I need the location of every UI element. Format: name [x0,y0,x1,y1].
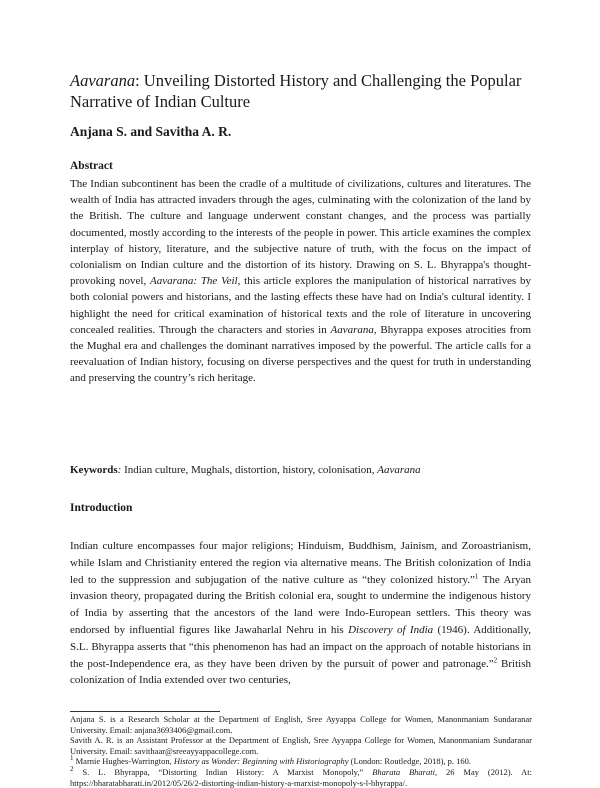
keywords-last: Aavarana [377,464,421,476]
footnote-author-2: Savith A. R. is an Assistant Professor at the Department of English, Sree Ayyappa College for Women, Manonmaniam Sundaranar University. Email: savithaar@sreeayyappacollege.com. [70,735,532,756]
footnotes [70,714,532,788]
footnote-divider [70,711,220,712]
intro-text-3: (1946). Additionally, S.L. Bhyrappa asserts that “this phenomenon has had an impact on the approach of notable historians in the post-Independence era, as they have been driven by the pursuit of power and patronage.” [70,623,531,670]
abstract-body [70,176,531,387]
abstract-aavarana: Aavarana [330,323,374,336]
footnote-1-text-a: Marnie Hughes-Warrington, [73,756,174,767]
title-italic: Aavarana [70,71,136,90]
footnote-1-number: 1 [70,754,74,763]
introduction-heading: Introduction [70,502,133,514]
abstract-text-2: , this article explores the manipulation of historical narratives by both colonial powers and historians, and the lasting effects these have had on India's cultural identity. I highlight the need for critical examination of historical texts and the role of literature in uncovering concealed realities. Through the characters and stories in [70,275,531,336]
footnote-ref-2[interactable]: 2 [493,655,498,664]
intro-book-title: Discovery of India [348,623,434,636]
footnote-author-1: Anjana S. is a Research Scholar at the Department of English, Sree Ayyappa College for Women, Manonmaniam Sundaranar University. Email: anjana3693406@gmail.com. [70,714,532,735]
keywords-colon: : [117,464,122,476]
abstract-text-3: , Bhyrappa exposes atrocities from the Mughal era and challenges the dominant narratives imposed by the powerful. The article calls for a reevaluation of Indian history, focusing on diverse perspectives and the quest for truth in understanding and preserving the country’s rich heritage. [70,323,532,385]
footnote-2-text-a: S. L. Bhyrappa, “Distorting Indian History: A Marxist Monopoly,” [73,766,373,777]
abstract-novel-title: Aavarana: The Veil [149,275,238,288]
introduction-body [70,538,531,689]
keywords [70,464,421,476]
paper-title [70,70,540,112]
authors: Anjana S. and Savitha A. R. [70,124,232,139]
footnote-2-source: Bharata Bharati [372,766,435,777]
title-rest: : Unveiling Distorted History and Challenging the Popular Narrative of Indian Culture [70,71,522,111]
keywords-list: Indian culture, Mughals, distortion, history, colonisation, [121,464,378,476]
intro-text-1: Indian culture encompasses four major religions; Hinduism, Buddhism, Jainism, and Zoroastrianism, while Islam and Christianity entered the region via alternative means. The British colonization of India led to the suppression and subjugation of the native culture as “they colonized history.” [70,540,531,586]
footnote-2 [70,767,532,788]
abstract-text-1: The Indian subcontinent has been the cradle of a multitude of civilizations, cultures and literatures. The wealth of India has attracted invaders through the ages, culminating with the colonization of the land by the British. The culture and language underwent constant changes, and the process was partially documented, mostly according to the interests of the people in power. This article examines the complex interplay of history, literature, and the subjective nature of truth, with the focus on the impact of colonialism on Indian culture and the distortion of its history. Drawing on S. L. Bhyrappa's thought-provoking novel, [70,178,531,288]
footnote-1-text-c: (London: Routledge, 2018), p. 160. [348,756,472,767]
footnote-2-number: 2 [70,765,74,774]
intro-text-4: British colonization of India extended over two centuries, [70,657,531,687]
keywords-label: Keywords [70,464,118,476]
footnote-2-text-c[interactable]: , 26 May (2012). At: https://bharatabharati.in/2012/05/26/2-distorting-indian-history-a-marxist-monopoly-s-l-bhyrappa/. [70,766,532,788]
abstract-heading: Abstract [70,160,113,172]
footnote-1-book: History as Wonder: Beginning with Historiography [173,756,349,767]
footnote-ref-1[interactable]: 1 [474,571,479,580]
footnote-1 [70,756,532,767]
intro-text-2: The Aryan invasion theory, propagated during the British colonial era, sought to undermine the indigenous history of India by asserting that the ancestors of the land were Indo-European settlers. This theory was endorsed by influential figures like Jawaharlal Nehru in his [70,573,531,636]
